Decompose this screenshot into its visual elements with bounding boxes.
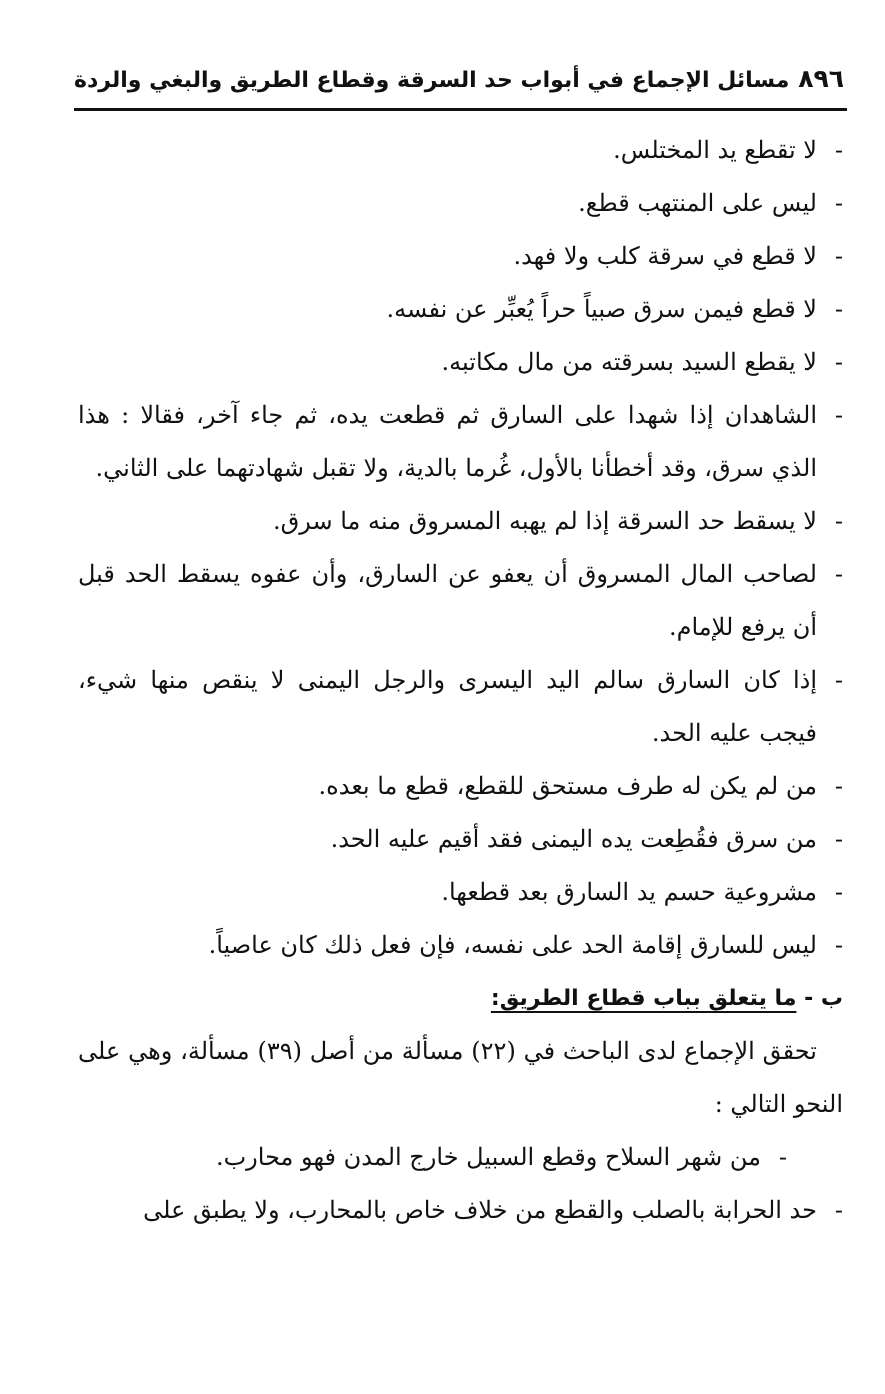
list-item-text: ليس على المنتهب قطع. bbox=[578, 189, 817, 217]
list-dash: - bbox=[834, 295, 843, 323]
list-dash: - bbox=[834, 401, 843, 429]
list-item-text: لا تقطع يد المختلس. bbox=[613, 136, 817, 164]
list-item bbox=[78, 548, 843, 654]
list-dash: - bbox=[834, 772, 843, 800]
list-item-text: لا قطع فيمن سرق صبياً حراً يُعبِّر عن نفسه. bbox=[386, 295, 817, 323]
list-dash: - bbox=[834, 666, 843, 694]
list-item bbox=[78, 919, 843, 972]
page-number: ٨٩٦ bbox=[798, 64, 844, 93]
list-item bbox=[78, 177, 843, 230]
list-item bbox=[78, 760, 843, 813]
list-item bbox=[78, 813, 843, 866]
list-item bbox=[78, 283, 843, 336]
list-item-text: من شهر السلاح وقطع السبيل خارج المدن فهو محارب. bbox=[215, 1143, 761, 1171]
list-item-text: مشروعية حسم يد السارق بعد قطعها. bbox=[441, 878, 817, 906]
list-item bbox=[78, 866, 843, 919]
list-dash: - bbox=[834, 560, 843, 588]
list-dash: - bbox=[834, 825, 843, 853]
section-heading bbox=[78, 972, 843, 1025]
list-item-text: لا قطع في سرقة كلب ولا فهد. bbox=[513, 242, 817, 270]
list-dash: - bbox=[834, 878, 843, 906]
page-body bbox=[78, 124, 843, 1237]
list-item bbox=[78, 230, 843, 283]
header-divider bbox=[74, 108, 847, 111]
running-title: مسائل الإجماع في أبواب حد السرقة وقطاع الطريق والبغي والردة bbox=[74, 68, 790, 93]
section-intro: تحقق الإجماع لدى الباحث في (٢٢) مسألة من أصل (٣٩) مسألة، وهي على النحو التالي : bbox=[78, 1037, 843, 1118]
list-dash: - bbox=[834, 931, 843, 959]
section-prefix: ب - bbox=[796, 986, 843, 1011]
list-item-text: من سرق فقُطِعت يده اليمنى فقد أقيم عليه الحد. bbox=[330, 825, 817, 853]
list-item-text: حد الحرابة بالصلب والقطع من خلاف خاص بالمحارب، ولا يطبق على bbox=[143, 1196, 817, 1224]
list-item-text: لا يسقط حد السرقة إذا لم يهبه المسروق منه ما سرق. bbox=[272, 507, 817, 535]
list-dash: - bbox=[834, 507, 843, 535]
page-header bbox=[74, 64, 844, 104]
list-item bbox=[78, 124, 843, 177]
list-dash: - bbox=[834, 242, 843, 270]
section-title: ما يتعلق بباب قطاع الطريق: bbox=[490, 986, 797, 1011]
list-item bbox=[78, 336, 843, 389]
list-item bbox=[78, 1184, 843, 1237]
list-dash: - bbox=[778, 1143, 787, 1171]
list-item-text: لا يقطع السيد بسرقته من مال مكاتبه. bbox=[441, 348, 817, 376]
list-dash: - bbox=[834, 189, 843, 217]
list-item-text: لصاحب المال المسروق أن يعفو عن السارق، وأن عفوه يسقط الحد قبل أن يرفع للإمام. bbox=[78, 560, 817, 641]
list-item bbox=[78, 495, 843, 548]
list-dash: - bbox=[834, 1196, 843, 1224]
list-item-text: ليس للسارق إقامة الحد على نفسه، فإن فعل ذلك كان عاصياً. bbox=[208, 931, 817, 959]
list-item-text: من لم يكن له طرف مستحق للقطع، قطع ما بعده. bbox=[318, 772, 817, 800]
list-dash: - bbox=[834, 136, 843, 164]
list-item-text: الشاهدان إذا شهدا على السارق ثم قطعت يده، ثم جاء آخر، فقالا : هذا الذي سرق، وقد أخطأنا بالأول، غُرما بالدية، ولا تقبل شهادتهما على الثاني. bbox=[78, 401, 817, 482]
list-dash: - bbox=[834, 348, 843, 376]
list-item bbox=[78, 654, 843, 760]
list-item bbox=[78, 1131, 787, 1184]
list-item bbox=[78, 389, 843, 495]
list-item-text: إذا كان السارق سالم اليد اليسرى والرجل اليمنى لا ينقص منها شيء، فيجب عليه الحد. bbox=[78, 666, 817, 747]
